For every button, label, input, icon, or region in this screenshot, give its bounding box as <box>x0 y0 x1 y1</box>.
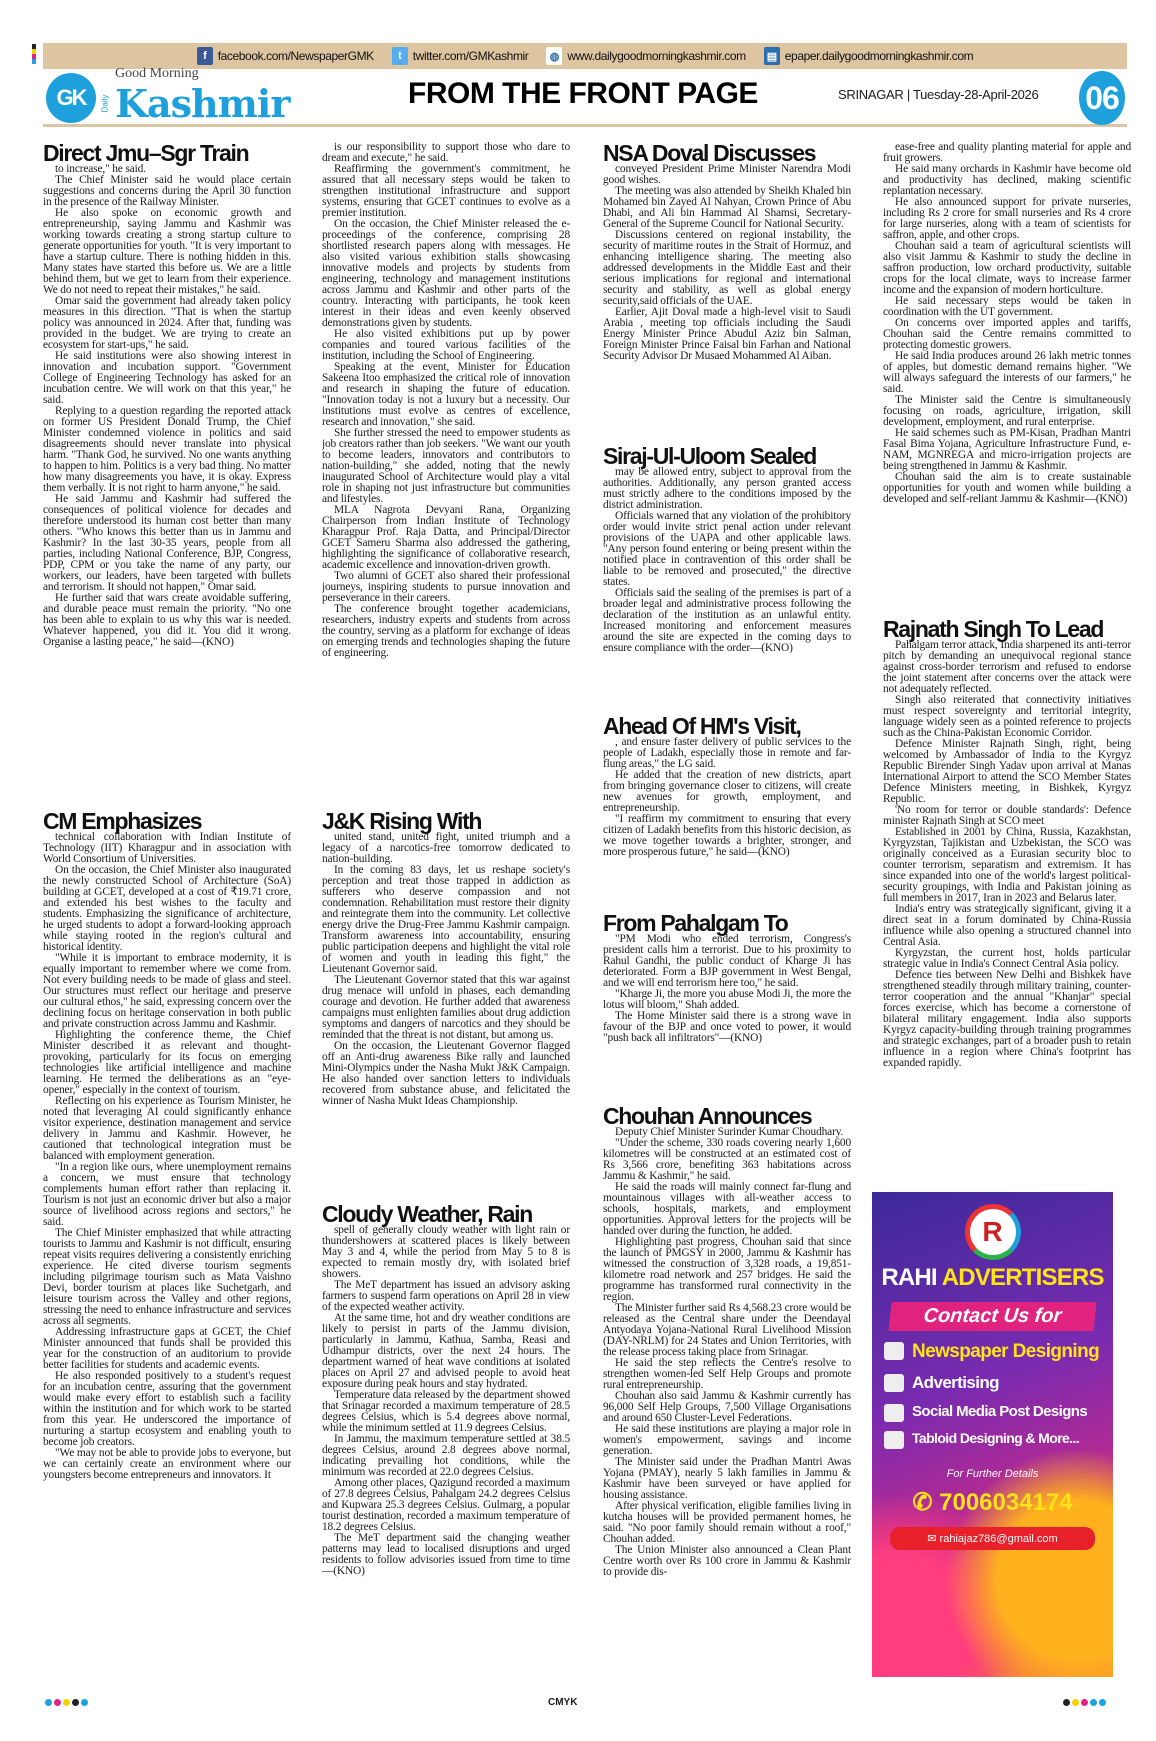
article-paragraph: Deputy Chief Minister Surinder Kumar Choudhary. <box>615 1126 844 1138</box>
ad-service-tabloid: Tabloid Designing & More... <box>882 1430 1103 1446</box>
article-paragraph: Among other places, Qazigund recorded a maximum of 27.8 degrees Celsius, Pahalgam 24.2 degrees Celsius and Kupwara 25.3 degrees Celsius. Gulmarg, a popular tourist destination, recorded a maximum temperature of 18.2 degrees Celsius. <box>322 1477 570 1533</box>
article-hm-visit <box>603 715 851 900</box>
article-paragraph: On the occasion, the Chief Minister also inaugurated the newly constructed School of Architecture (SoA) building at GCET, developed at a cost of ₹19.71 crore, and extended his best wishes to the faculty and students. Emphasizing the significance of architecture, he urged students to adopt a forward-looking approach while staying rooted in the region's cultural and historical identity. <box>43 864 291 953</box>
article-paragraph: On the occasion, the Chief Minister released the e-proceedings of the conference, comprising 28 shortlisted research papers along with messages. He also visited various exhibition stalls showcasing innovative models and projects by students from engineering, technology and management institutions across Jammu and Kashmir and other parts of the country. Interacting with participants, he took keen interest in their ideas and even keenly observed demonstrations given by students. <box>322 218 570 329</box>
article-paragraph: spell of generally cloudy weather with light rain or thundershowers at scattered places is likely between May 3 and 4, while the period from May 5 to 8 is expected to remain mostly dry, with isolated brief showers. <box>322 1224 570 1280</box>
article-pahalgam <box>603 912 851 1092</box>
twitter-icon: t <box>392 47 408 65</box>
article-paragraph: He also announced support for private nurseries, including Rs 2 crore for small nurseries and Rs 4 crore for large nurseries, along with a team of scientists for saffron, apple, and other crops. <box>883 196 1131 241</box>
logo-top-text: Good Morning <box>115 66 199 81</box>
article-paragraph: "I reaffirm my commitment to ensuring that every citizen of Ladakh benefits from this historic decision, as we move together towards a brighter, stronger, and more prosperous future," he said—(KNO) <box>603 813 851 858</box>
logo-main-text: Kashmir <box>115 81 290 126</box>
article-paragraph: The Home Minister said there is a strong wave in favour of the BJP and once voted to power, it would "push back all infiltrators"—(KNO) <box>603 1010 851 1044</box>
social-epaper[interactable]: ▤ epaper.dailygoodmorningkashmir.com <box>764 47 974 65</box>
article-paragraph: may be allowed entry, subject to approval from the authorities. Additionally, any person granted access must strictly adhere to the conditions imposed by the district administration. <box>603 466 851 511</box>
advertisement-rahi-advertisers[interactable] <box>872 1192 1113 1677</box>
article-paragraph: Kyrgyzstan, the current host, holds particular strategic value in India's Connect Central Asia policy. <box>883 947 1131 970</box>
ad-phone <box>872 1488 1113 1517</box>
article-paragraph: is our responsibility to support those who dare to dream and execute," he said. <box>322 142 570 164</box>
mail-icon: ✉ <box>927 1533 937 1545</box>
article-paragraph: The Minister further said Rs 4,568.23 crore would be released as the Central share under the Deendayal Antyodaya Yojana-National Rural Livelihood Mission (DAY-NRLM) for 24 States and Union Territories, with the release process taking place from Srinagar. <box>603 1302 851 1358</box>
ad-tagline: Contact Us for <box>888 1302 1096 1331</box>
headline: CM Emphasizes <box>43 810 202 834</box>
article-paragraph: He further said that wars create avoidable suffering, and durable peace must remain the priority. "No one has been able to explain to us why this war is needed. Whatever happened, you did it. You did it wrong. Organise a lasting peace," he said—(KNO) <box>43 592 291 648</box>
article-paragraph: He added that the creation of new districts, apart from bringing governance closer to citizens, will create new avenues for growth, employment, and entrepreneurship. <box>603 769 851 814</box>
article-paragraph: "In a region like ours, where unemployment remains a concern, we must ensure that technology complements human effort rather than replacing it. Tourism is not just an economic driver but also a major source of livelihood across regions and sectors," he said. <box>43 1161 291 1228</box>
article-paragraph: Earlier, Ajit Doval made a high-level visit to Saudi Arabia , meeting top officials including the Saudi Energy Minister Prince Abudul Aziz bin Salman, Foreign Minister Prince Faisal bin Farhan and National Security Advisor Dr Musaed Mohammed Al Aiban. <box>603 306 851 362</box>
article-jk-rising <box>322 810 570 1190</box>
article-paragraph: The Chief Minister emphasized that while attracting tourists to Jammu and Kashmir is not difficult, ensuring repeat visits requires delivering a consistently enriching experience. He cited diverse tourism segments including pilgrimage tourism such as Mata Vaishno Devi, border tourism at places like Suchetgarh, and leisure tourism across the Valley and other regions, stressing the need to enhance infrastructure and services across all segments. <box>43 1227 291 1327</box>
article-paragraph: He also spoke on economic growth and entrepreneurship, saying Jammu and Kashmir was working towards creating a strong startup culture to generate opportunities for youth. "It is very important to have a startup culture. There is nothing hidden in this. Many states have started this before us. We are a little behind them, but we get to learn from their experience. We do not need to repeat their mistakes," he said. <box>43 207 291 296</box>
article-paragraph: Highlighting the conference theme, the Chief Minister described it as relevant and thought-provoking, particularly for its focus on emerging technologies like artificial intelligence and machine learning. He termed the deliberations as an "eye-opener," especially in the context of tourism. <box>43 1029 291 1096</box>
social-links-bar <box>43 43 1127 69</box>
article-paragraph: Two alumni of GCET also shared their professional journeys, inspiring students to pursue innovation and perseverance in their careers. <box>322 570 570 604</box>
article-paragraph: ease-free and quality planting material for apple and fruit growers. <box>883 142 1131 164</box>
article-paragraph: On the occasion, the Lieutenant Governor flagged off an Anti-drug awareness Bike rally and launched Mini-Olympics under the Nasha Mukt J&K Campaign. He also handed over sanction letters to individuals recovered from substance abuse, and felicitated the winner of Nasha Mukt Ideas Championship. <box>322 1040 570 1107</box>
article-paragraph: The Minister said under the Pradhan Mantri Awas Yojana (PMAY), nearly 5 lakh families in Jammu & Kashmir have been surveyed or have applied for housing assistance. <box>603 1456 851 1501</box>
section-title: FROM THE FRONT PAGE <box>408 77 758 110</box>
article-paragraph: Reaffirming the government's commitment, he assured that all necessary steps would be taken to strengthen institutional infrastructure and support systems, ensuring that GCET continues to evolve as a premier institution. <box>322 163 570 219</box>
article-paragraph: Chouhan said a team of agricultural scientists will also visit Jammu & Kashmir to study the decline in saffron production, low orchard productivity, suitable crops for the local climate, ways to increase farmer income and the expansion of modern horticulture. <box>883 240 1131 296</box>
article-paragraph: He said the step reflects the Centre's resolve to strengthen women-led Self Help Groups and promote rural entrepreneurship. <box>603 1357 851 1391</box>
globe-icon: ◍ <box>546 47 562 65</box>
article-paragraph: Addressing infrastructure gaps at GCET, the Chief Minister announced that funds shall be provided this year for the construction of an auditorium to provide better facilities for students and academic events. <box>43 1326 291 1371</box>
article-paragraph: Discussions centered on regional instability, the security of maritime routes in the Strait of Hormuz, and enhancing intelligence sharing. The meeting also addressed developments in the Middle East and their serious implications for regional and international security and stability, as well as global energy security,said officials of the UAE. <box>603 229 851 307</box>
article-nsa-doval <box>603 142 851 432</box>
social-twitter[interactable]: t twitter.com/GMKashmir <box>392 47 529 65</box>
article-direct-train <box>43 142 291 790</box>
registration-mark <box>32 44 36 64</box>
article-rajnath-singh <box>883 618 1131 1178</box>
article-paragraph: He said these institutions are playing a major role in women's empowerment, savings and income generation. <box>603 1423 851 1457</box>
article-paragraph: conveyed President Prime Minister Narendra Modi good wishes. <box>603 163 851 186</box>
headline: Ahead Of HM's Visit, <box>603 715 801 739</box>
masthead <box>43 66 1127 127</box>
ad-phone-number: 7006034174 <box>939 1489 1073 1516</box>
article-paragraph: Chouhan also said Jammu & Kashmir currently has 96,000 Self Help Groups, 7,500 Village Organisations and around 650 Cluster-Level Federations. <box>603 1390 851 1424</box>
advertiser-logo: R <box>965 1204 1021 1260</box>
article-paragraph: "Kharge Ji, the more you abuse Modi Ji, the more the lotus will bloom," Shah added. <box>603 988 851 1011</box>
article-paragraph: He said schemes such as PM-Kisan, Pradhan Mantri Fasal Bima Yojana, Agriculture Infrastructure Fund, e-NAM, MGNREGA and micro-irrigation projects are being strengthened in Jammu & Kashmir. <box>883 427 1131 472</box>
ad-email-address: rahiajaz786@gmail.com <box>939 1533 1058 1545</box>
article-siraj-ul-uloom <box>603 445 851 703</box>
article-paragraph: "PM Modi who ended terrorism, Congress's president calls him a terrorist. Due to his proximity to Rahul Gandhi, the public conduct of Kharge Ji has deteriorated. Form a BJP government in West Bengal, and we will end terrorism here too," he said. <box>603 933 851 989</box>
article-paragraph: The conference brought together academicians, researchers, industry experts and students from across the country, serving as a platform for exchange of ideas on emerging trends and technologies shaping the future of engineering. <box>322 603 570 659</box>
print-footer <box>0 1695 1156 1715</box>
ad-service-advertising: Advertising <box>882 1373 1103 1393</box>
article-chouhan-announces <box>603 1105 851 1700</box>
article-paragraph: Highlighting past progress, Chouhan said that since the launch of PMGSY in 2000, Jammu & Kashmir has witnessed the construction of 3,328 roads, a 19,851-kilometre road network and 257 bridges. He said the programme has transformed rural connectivity in the region. <box>603 1236 851 1303</box>
phone-icon: ✆ <box>912 1489 933 1516</box>
article-cloudy-weather <box>322 1203 570 1700</box>
article-paragraph: The Minister said the Centre is simultaneously focusing on roads, agriculture, irrigation, skill development, employment, and rural enterprise. <box>883 394 1131 428</box>
headline: From Pahalgam To <box>603 912 788 936</box>
article-paragraph: Replying to a question regarding the reported attack on former US President Donald Trump, the Chief Minister condemned violence in politics and said disagreements should never translate into physical harm. "Thank God, he survived. No one wants anything to happen to him. Politics is a very bad thing. No matter how many disagreements you have, it is okay. Express them verbally. It is not right to harm anyone," he said. <box>43 405 291 494</box>
article-paragraph: The MeT department said the changing weather patterns may lead to localised disruptions and urged residents to follow advisories issued from time to time—(KNO) <box>322 1532 570 1577</box>
article-paragraph: "While it is important to embrace modernity, it is equally important to remember where we come from. Not every building needs to be made of glass and steel. Our structures must reflect our heritage and preserve our cultural ethos," he said, expressing concern over the declining focus on heritage conservation in both public and private construction across Jammu and Kashmir. <box>43 952 291 1030</box>
article-paragraph: technical collaboration with Indian Institute of Technology (IIT) Kharagpur and in association with World Consortium of Universities. <box>43 831 291 865</box>
headline: Siraj-Ul-Uloom Sealed <box>603 445 816 469</box>
article-paragraph: Speaking at the event, Minister for Education Sakeena Itoo emphasized the critical role of innovation and research in shaping the future of education. "Innovation today is not a luxury but a necessity. Our institutions must evolve as centres of excellence, research and innovation," she said. <box>322 361 570 428</box>
ad-further-details: For Further Details <box>946 1468 1039 1480</box>
article-paragraph: 'No room for terror or double standards': Defence minister Rajnath Singh at SCO meet <box>883 804 1131 827</box>
article-paragraph: After physical verification, eligible families living in kutcha houses will be provided permanent homes, he said. "No poor family should remain without a roof," Chouhan added. <box>603 1500 851 1545</box>
article-paragraph: On concerns over imported apples and tariffs, Chouhan said the Centre remains committed to protecting domestic growers. <box>883 317 1131 351</box>
ad-brand-first: RAHI <box>881 1264 937 1291</box>
ad-service-newspaper: Newspaper Designing <box>882 1341 1103 1363</box>
article-paragraph: He said Jammu and Kashmir had suffered the consequences of political violence for decades and therefore understood its human cost better than many others. "Who knows this better than us in Jammu and Kashmir? In the last 30-35 years, people from all parties, including National Conference, BJP, Congress, PDP, CPM or you take the name of any party, our workers, our leaders, have been targeted with bullets and terrorism. It should not happen," Omar said. <box>43 493 291 593</box>
article-paragraph: In Jammu, the maximum temperature settled at 38.5 degrees Celsius, around 2.8 degrees above normal, indicating prevailing hot conditions, while the minimum was recorded at 22.0 degrees Celsius. <box>322 1433 570 1478</box>
article-paragraph: Omar said the government had already taken policy measures in this direction. "That is when the startup policy was announced in 2024. After that, funding was provided in the budget. We are trying to create an ecosystem for start-ups," he said. <box>43 295 291 351</box>
article-paragraph: He said many orchards in Kashmir have become old and productivity has declined, making scientific replantation necessary. <box>883 163 1131 197</box>
article-cm-emphasizes <box>43 810 291 1700</box>
article-paragraph: to increase," he said. <box>55 163 146 175</box>
color-dots-right <box>1063 1699 1106 1706</box>
article-paragraph: Reflecting on his experience as Tourism Minister, he noted that leveraging AI could significantly enhance visitor experience, destination management and service delivery in Jammu and Kashmir. However, he cautioned that technological integration must be balanced with employment generation. <box>43 1095 291 1162</box>
article-chouhan-continued <box>883 142 1131 602</box>
logo-side-text: Daily <box>100 94 110 113</box>
social-website[interactable]: ◍ www.dailygoodmorningkashmir.com <box>546 47 745 65</box>
article-paragraph: "We may not be able to provide jobs to everyone, but we can certainly create an environment where our youngsters become entrepreneurs and innovators. It <box>43 1447 291 1481</box>
article-paragraph: In the coming 83 days, let us reshape society's perception and treat those trapped in addiction as sufferers who deserve compassion and not condemnation. Rehabilitation must restore their dignity and reintegrate them into the community. Let collective energy drive the Drug-Free Jammu Kashmir campaign. Transform awareness into accountability, ensuring public participation deepens and highlight the vital role of women and youth in leading this fight," the Lieutenant Governor said. <box>322 864 570 975</box>
article-paragraph: Officials warned that any violation of the prohibitory order would invite strict penal action under relevant provisions of the UAPA and other applicable laws. "Any person found entering or being present within the notified place in contravention of this order shall be liable to be removed and prosecuted," the directive states. <box>603 510 851 588</box>
document-icon: ▤ <box>764 47 780 65</box>
article-paragraph: India's entry was strategically significant, giving it a direct seat in a forum dominated by China-Russia influence while also opening a structured channel into Central Asia. <box>883 903 1131 948</box>
article-paragraph: He said the roads will mainly connect far-flung and mountainous villages with all-weather access to schools, hospitals, markets, and employment opportunities. Approval letters for the projects will be handed over during the function, he added. <box>603 1181 851 1237</box>
article-paragraph: Officials said the sealing of the premises is part of a broader legal and administrative process following the declaration of the institution as an unlawful entity. Increased monitoring and enforcement measures around the site are expected in the coming days to ensure compliance with the order—(KNO) <box>603 587 851 654</box>
headline: J&K Rising With <box>322 810 482 834</box>
article-paragraph: The meeting was also attended by Sheikh Khaled bin Mohamed bin Zayed Al Nahyan, Crown Prince of Abu Dhabi, and Ali bin Hammad Al Shamsi, Secretary-General of the Supreme Council for National Security. <box>603 185 851 230</box>
article-paragraph: Temperature data released by the department showed that Srinagar recorded a maximum temperature of 28.5 degrees Celsius, which is 5.4 degrees above normal, while the minimum settled at 11.9 degrees Celsius. <box>322 1389 570 1434</box>
article-paragraph: Chouhan said the aim is to create sustainable opportunities for youth and women while building a developed and self-reliant Jammu & Kashmir—(KNO) <box>883 471 1131 505</box>
page-number: 06 <box>1079 71 1125 125</box>
article-paragraph: Pahalgam terror attack, India sharpened its anti-terror pitch by demanding an unequivocal regional stance against cross-border terrorism and refused to endorse the joint statement after concerns over the attack were not adequately reflected. <box>883 639 1131 695</box>
ad-service-social-media: Social Media Post Designs <box>882 1403 1103 1420</box>
facebook-icon: f <box>197 47 213 65</box>
ad-brand-second: ADVERTISERS <box>941 1264 1104 1291</box>
article-paragraph: He also visited exhibitions put up by power companies and toured various facilities of the institution, including the School of Engineering. <box>322 328 570 362</box>
article-paragraph: The Lieutenant Governor stated that this war against drug menace will unfold in phases, each demanding courage and devotion. He further added that awareness campaigns must enlighten families about drug addiction symptoms and dangers of narcotics and they should be reminded that the threat is not distant, but among us. <box>322 974 570 1041</box>
headline: NSA Doval Discusses <box>603 142 816 166</box>
article-paragraph: Established in 2001 by China, Russia, Kazakhstan, Kyrgyzstan, Tajikistan and Uzbekistan, the SCO was originally conceived as a Eurasian security bloc to counter terrorism, separatism and extremism. It has since expanded into one of the world's largest political-security groupings, with India and Pakistan joining as full members in 2017, Iran in 2023 and Belarus later. <box>883 826 1131 904</box>
article-paragraph: "Under the scheme, 330 roads covering nearly 1,600 kilometres will be constructed at an estimated cost of Rs 3,566 crore, benefiting 363 habitations across Jammu & Kashmir," he said. <box>603 1137 851 1182</box>
article-paragraph: She further stressed the need to empower students as job creators rather than job seekers. "We want our youth to become leaders, innovators and contributors to nation-building," she added, noting that the newly inaugurated School of Architecture would play a vital role in shaping not just infrastructure but communities and lifestyles. <box>322 427 570 505</box>
article-paragraph: Defence Minister Rajnath Singh, right, being welcomed by Ambassador of India to the Kyrgyz Republic Birender Singh Yadav upon arrival at Manas International Airport to attend the SCO Member States Defence Ministers meeting, in Bishkek, Kyrgyz Republic. <box>883 738 1131 805</box>
cmyk-mark: CMYK <box>548 1697 578 1708</box>
color-dots-left <box>45 1699 88 1706</box>
article-paragraph: Defence ties between New Delhi and Bishkek have strengthened steadily through military training, counter-terror cooperation and the annual "Khanjar" special forces exercise, which has become a cornerstone of bilateral military engagement. India also supports Kyrgyz capacity-building through training programmes and strategic exchanges, part of a broader push to retain influence in a region where China's footprint has expanded rapidly. <box>883 969 1131 1069</box>
article-paragraph: He said necessary steps would be taken in coordination with the UT government. <box>883 295 1131 318</box>
article-paragraph: The MeT department has issued an advisory asking farmers to suspend farm operations on April 28 in view of the expected weather activity. <box>322 1279 570 1313</box>
headline: Chouhan Announces <box>603 1105 812 1129</box>
social-facebook[interactable]: f facebook.com/NewspaperGMK <box>197 47 374 65</box>
ad-email <box>890 1527 1095 1550</box>
article-paragraph: MLA Nagrota Devyani Rana, Organizing Chairperson from Indian Institute of Technology Kharagpur Prof. Raja Datta, and Principal/Director GCET Sameru Sharma also addressed the gathering, highlighting the significance of collaborative research, academic excellence and innovation-driven growth. <box>322 504 570 571</box>
headline: Rajnath Singh To Lead <box>883 618 1104 642</box>
article-paragraph: He said institutions were also showing interest in innovation and incubation support. "Government College of Engineering Technology has asked for an incubation centre. We will work on that this year," he said. <box>43 350 291 406</box>
article-paragraph: At the same time, hot and dry weather conditions are likely to persist in parts of the Jammu division, particularly in Jammu, Kathua, Samba, Reasi and Udhampur districts, over the next 24 hours. The department warned of heat wave conditions at isolated places on April 27 and advised people to avoid heat exposure during peak hours and stay hydrated. <box>322 1312 570 1390</box>
article-paragraph: , and ensure faster delivery of public services to the people of Ladakh, especially those in remote and far-flung areas," the LG said. <box>603 736 851 770</box>
headline: Cloudy Weather, Rain <box>322 1203 533 1227</box>
article-paragraph: The Union Minister also announced a Clean Plant Centre worth over Rs 100 crore in Jammu & Kashmir to provide dis- <box>603 1544 851 1578</box>
article-paragraph: Singh also reiterated that connectivity initiatives must respect sovereignty and territorial integrity, language widely seen as a pointed reference to projects such as the China-Pakistan Economic Corridor. <box>883 694 1131 739</box>
ad-brand <box>872 1264 1113 1292</box>
article-paragraph: He said India produces around 26 lakh metric tonnes of apples, but domestic demand remains higher. "We will always safeguard the interests of our farmers," he said. <box>883 350 1131 395</box>
article-paragraph: united stand, united fight, united triumph and a legacy of a narcotics-free tomorrow dedicated to nation-building. <box>322 831 570 865</box>
article-paragraph: The Chief Minister said he would place certain suggestions and concerns during the April 30 function in the presence of the Railway Minister. <box>43 174 291 208</box>
dateline: SRINAGAR | Tuesday-28-April-2026 <box>838 87 1039 102</box>
article-paragraph: He also responded positively to a student's request for an incubation centre, assuring that the government would make every effort to establish such a facility within the institution and for which work to be started from this year. He underscored the importance of nurturing a startup ecosystem and enabling youth to become job creators. <box>43 1370 291 1448</box>
logo-badge: GK <box>46 73 96 123</box>
headline: Direct Jmu–Sgr Train <box>43 142 249 166</box>
article-cm-emphasizes-continued <box>322 142 570 790</box>
